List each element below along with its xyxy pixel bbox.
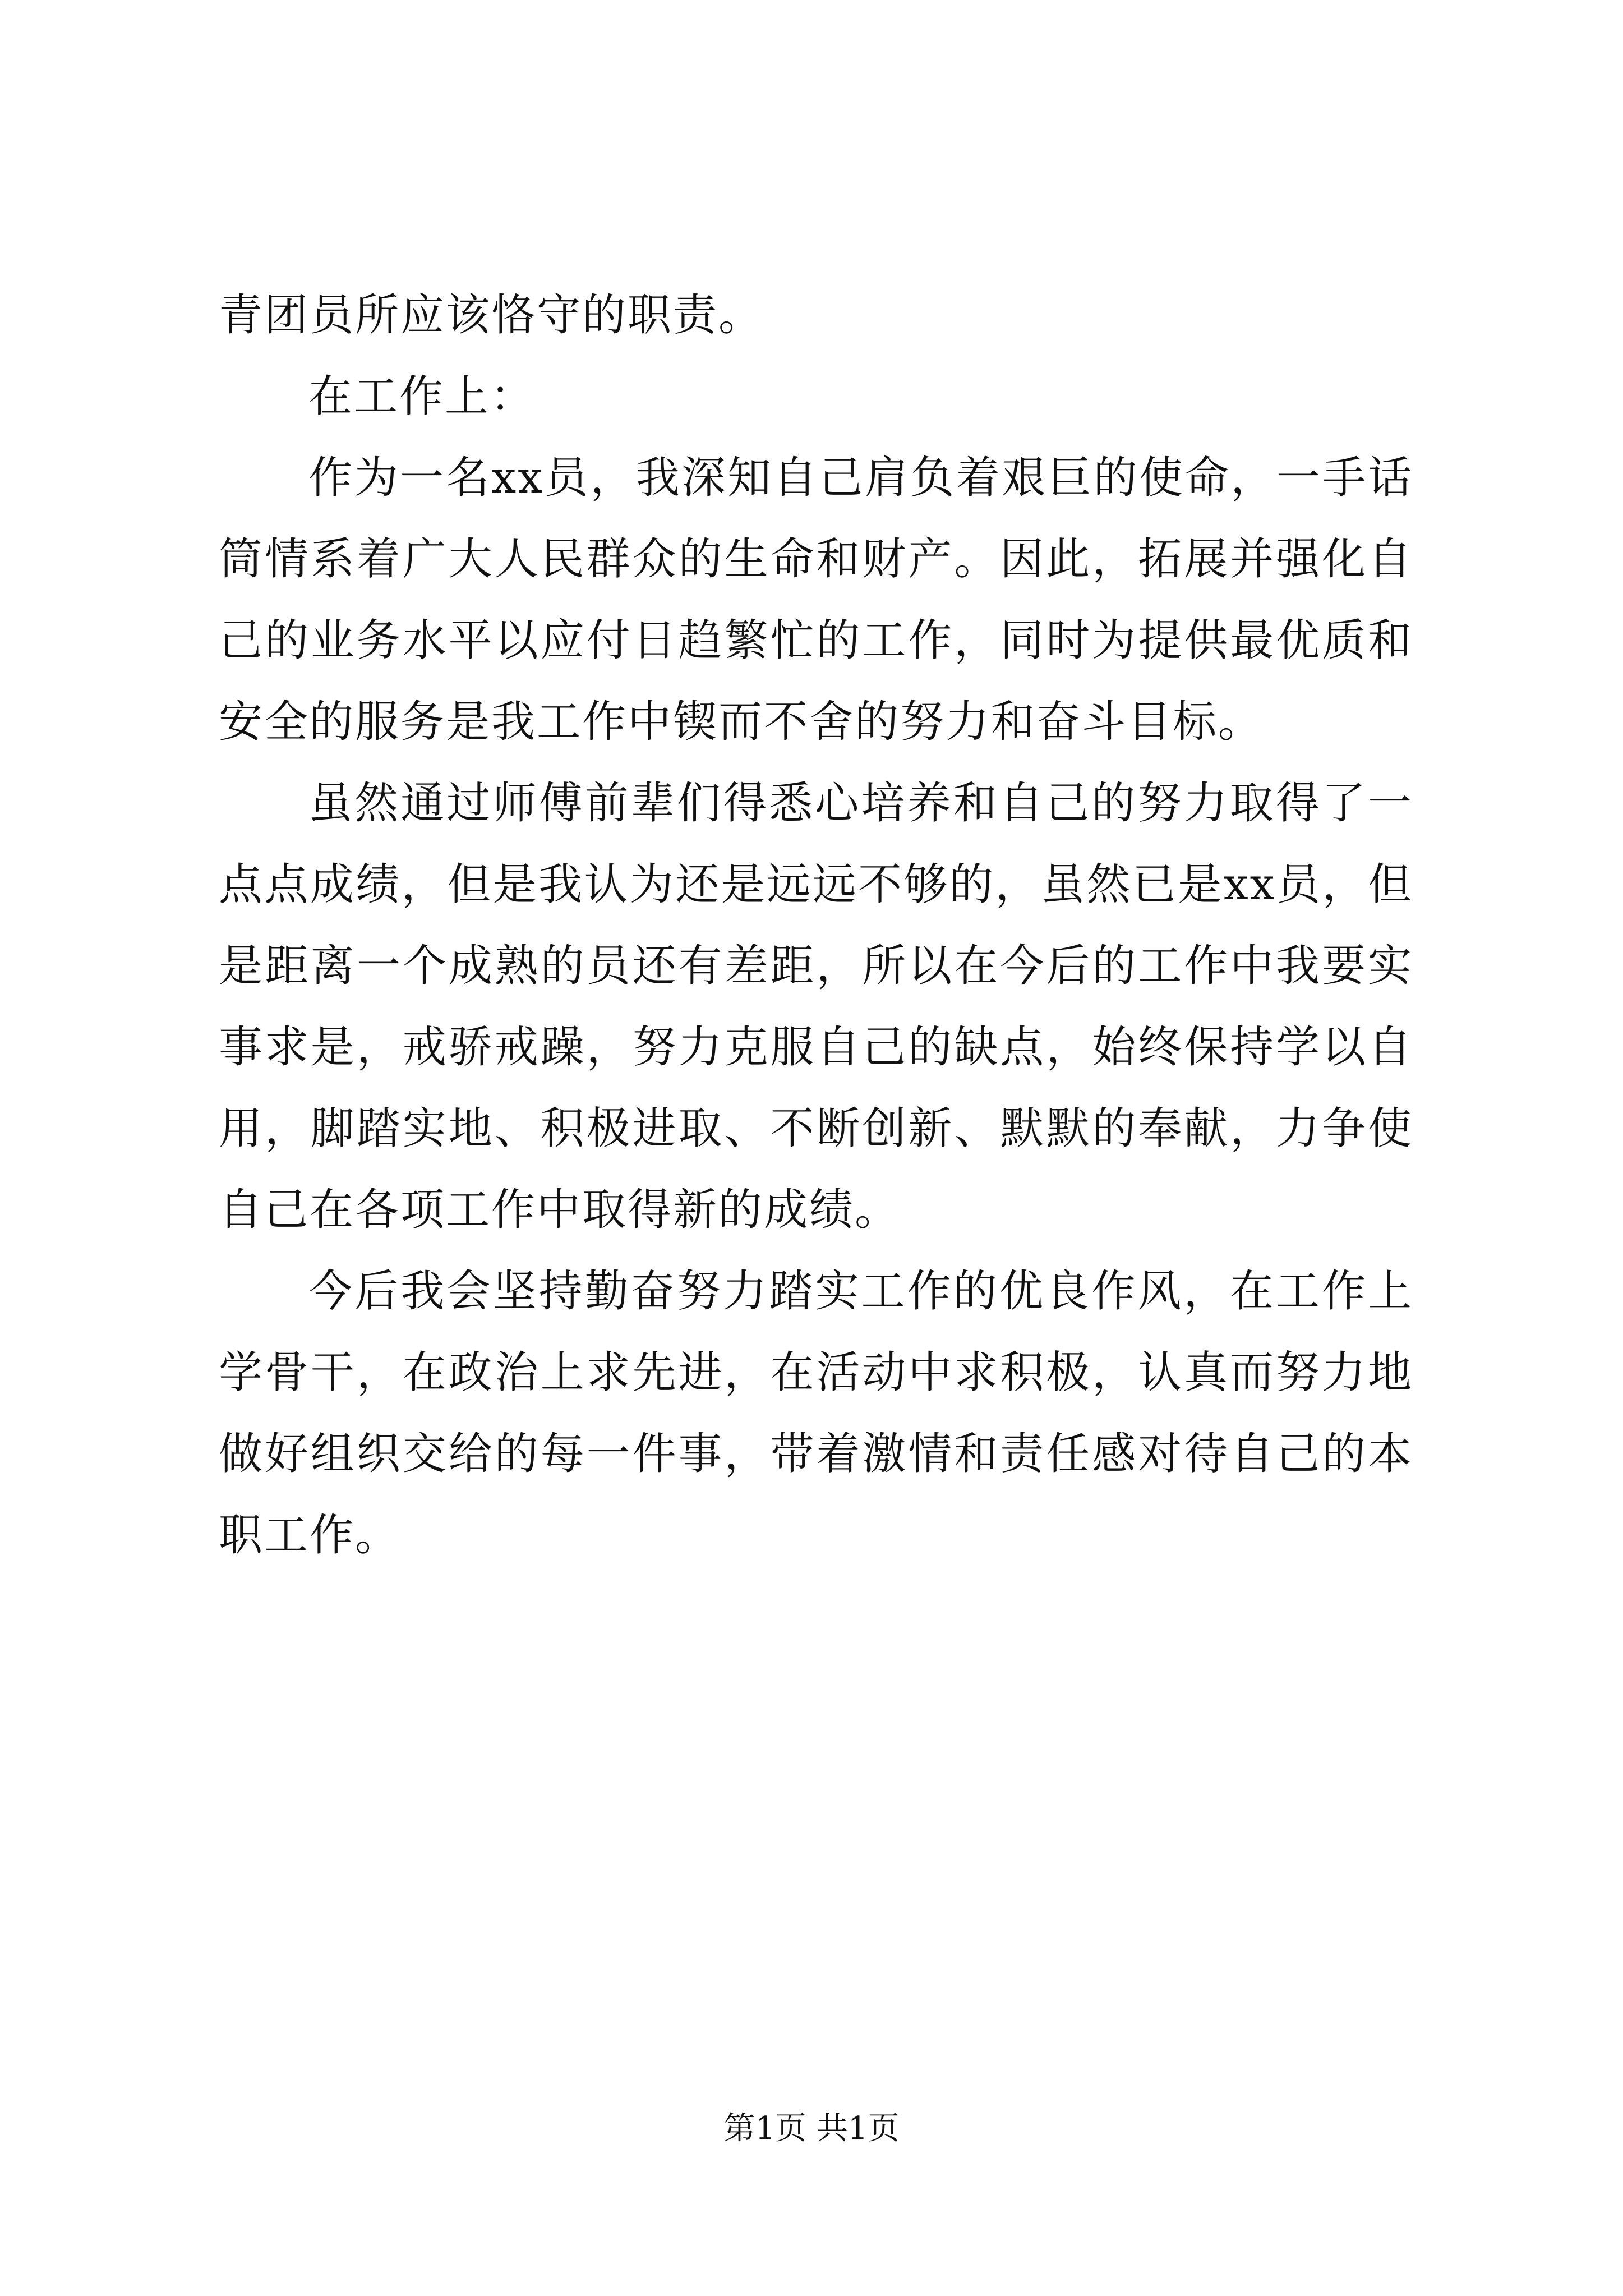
paragraph-continuation: 青团员所应该恪守的职责。 xyxy=(219,290,764,341)
paragraph-mission: 作为一名xx员，我深知自己肩负着艰巨的使命，一手话筒情系着广大人民群众的生命和财产。因此，拓展并强化自己的业务水平以应付日趋繁忙的工作，同时为提供最优质和安全的服务是我工作中锲而不舍的努力和奋斗目标。 xyxy=(219,453,1413,747)
paragraph-work-heading: 在工作上： xyxy=(308,371,536,422)
paragraph-achievements: 虽然通过师傅前辈们得悉心培养和自己的努力取得了一点点成绩，但是我认为还是远远不够的，虽然已是xx员，但是距离一个成熟的员还有差距，所以在今后的工作中我要实事求是，戒骄戒躁，努力克服自己的缺点，始终保持学以自用，脚踏实地、积极进取、不断创新、默默的奉献，力争使自己在各项工作中取得新的成绩。 xyxy=(219,778,1413,1235)
page-footer: 第1页 共1页 xyxy=(723,2110,900,2147)
paragraph-future-commitment: 今后我会坚持勤奋努力踏实工作的优良作风，在工作上学骨干，在政治上求先进，在活动中求积极，认真而努力地做好组织交给的每一件事，带着激情和责任感对待自己的本职工作。 xyxy=(219,1266,1413,1561)
document-body xyxy=(219,275,1413,1576)
